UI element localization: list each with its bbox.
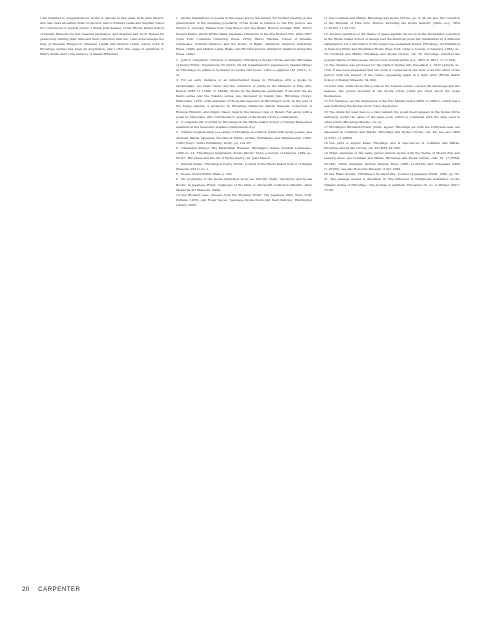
acknowledgments-paragraph: I am indebted to suggestions for works to discuss in this essay from Julia Meech, who also read an earlier draft of the text, and to Edward Lamb and Stephen Cabot for corrections of several points. I thank Joan Kenney of the Rhode Island School of Design Museum for her cheerful assistance, and Stephen and Scott Hessel for generously sharing their time and their collection with me. I also acknowledge the help of Suzanne Ringwood, Shannon Liptak and Andrew Lamb, whose work in Hiroshige studies has been an inspiration, and I offer this essay in gratitude to Henry Smith and to the memory of Sasaki Mitsuhiro.	[40, 16, 164, 57]
running-head: CARPENTER	[38, 587, 81, 593]
endnote-number: 2	[176, 57, 178, 62]
endnote-18	[324, 141, 460, 151]
endnote-number: 19	[324, 151, 328, 156]
endnote-text: The print is signed Kamo Hiroshige and is reproduced in Coldman and Marks, Hiroshige and Kyoka Circles, cat. 63 (MFA 34.189).	[324, 140, 460, 151]
endnote-number: 17	[324, 125, 328, 130]
column-1	[40, 16, 164, 58]
endnote-15	[324, 99, 460, 109]
endnote-number: 7	[176, 161, 178, 166]
endnote-number: 1	[176, 16, 178, 20]
endnote-text: Nakamura Kimpei 'The Katsushika Hokusai, Hiroshige's Series Oriental Landscape, 1996' no. 14. 'Hiroshige's Inspiration: Poetic Parody' Ukiyo-e Society of America, 1999, pp. 83–97; 'Hiroshige and the Art of Kyoka Poetry,' ed. Julia Meech.	[176, 146, 312, 161]
endnote-text: For instance, see the impression of the Edo Meisho series (MFA 11.28051), which has a seal indicating the Kyoka Circle 'Tokyo Kyokuren'.	[324, 99, 460, 109]
endnote-2	[176, 58, 312, 79]
endnote-text: All the translations of poems in this essay are by the author. For further reading on the phenomenon of the enduring popularity of the kyoka in relation to the Edo period, see Cheryl A. Crowley, Haikai Poet Yosa Buson and the Basho Revival (Leiden: Brill, 2007); Donald Keene, World Within Walls: Japanese Literature of the Pre-Modern Era, 1600–1867 (New York: Columbia University Press, 1976); Haruo Shirane, Traces of Dreams: Landscape, Cultural Memory, and the Poetry of Basho (Stanford: Stanford University Press, 1998); and Makoto Ueda, Basho and His Interpreters (Stanford: Stanford University Press, 1992).	[176, 16, 312, 57]
endnote-text: Kikuchi Sadao, 'Hiroshige's Poetry Prints,' Journal of the Rhode Island School of Design Museum (2011), no. 1.	[176, 161, 312, 171]
endnote-4	[176, 120, 312, 130]
endnote-number: 4	[176, 120, 178, 125]
endnote-text: Other examples of the same period include kyoka with the theme of Mount Fuji and evening snow; see Coldman and Marks, Hiroshige and Kyoka Circles, cats. 16, 17 (RISD, 34.198). Other examples include Sumida River (MFA 11.20183) and Tonegawa (MFA 11.20186); see also Honolulu Museum of Art, 1999.	[324, 151, 460, 171]
endnote-5	[176, 130, 312, 146]
endnote-text: The character used here is a rare variant; the poem itself appears in the Kyoka Circle anthology under the name of the same poet, which is consistent with the style used in other prints (Hiroshige Meisho, vol. 4).	[324, 109, 460, 125]
endnote-7	[176, 162, 312, 172]
endnote-14	[324, 84, 460, 100]
endnote-12	[324, 32, 460, 63]
endnote-number: 3	[176, 78, 178, 83]
endnote-13	[324, 63, 460, 84]
endnote-text: See Reiko Suzuki, 'Hiroshige's Kyoka Prints,' Journal of Japanese Prints, 1998, pp. 30–31. The passage quoted is discussed in 'The Influence of Traditional Aesthetics on the Tokaido Series of Hiroshige,' The Journal of Aesthetic Education 25, no. 4 (Winter 1991): 75–90.	[324, 172, 460, 192]
endnote-number: 16	[324, 109, 328, 114]
endnote-number: 10	[176, 192, 180, 197]
endnote-text: The drawing was produced for the Carbon Spring Ark, December 1, 1832 (Adachi, no. 150). It has been suggested that the work is composed in the style of an Edo artist of the period, with the subject of the cuckoo appearing again in a later print (Rhode Island School of Design Museum, 34.190).	[324, 62, 460, 83]
endnote-16	[324, 110, 460, 126]
endnote-number: 9	[176, 177, 178, 182]
endnote-6	[176, 146, 312, 162]
endnote-17	[324, 125, 460, 141]
endnote-text: John T. Carpenter, 'Textures of Antiquity: Hiroshige's Kyoka Circles and the Patronage of Poetry Prints,' Impressions 33 (2012): 42–63; translated into Japanese by Tanaka Shingo as 'Hiroshige no jukkai to kyokaren no kyoka zuri mono,' Ukiyo-e geijutsu 161 (2011): 5–21.	[176, 57, 312, 78]
endnote-10	[176, 193, 312, 209]
endnote-text: A complete list of prints by Hiroshige in the Rhode Island School of Design Museum is available at the museum's website (risdmuseum.org).	[176, 120, 312, 130]
endnote-number: 14	[324, 83, 328, 88]
endnote-text: See Richard Lane, Images from the Floating World: The Japanese Print (New York: Putnam, 1978); and Roger Keyes, 'Japanese Kyoka Poets and their Patrons,' Huntington Library, 2006.	[176, 192, 312, 208]
endnote-number: 12	[324, 31, 328, 36]
endnote-text: Keene, World Within Walls, p. 560.	[181, 172, 233, 177]
endnote-20	[324, 172, 460, 193]
column-3	[324, 16, 460, 193]
endnote-text: Another rendition of the theme of geese against the moon in the Rockefeller collection at the Rhode Island School of Design had the identical poem but transmitted by a different calligrapher; for a discussion of the subject see Sebastian Izzard, Hiroshige: An Exhibition of Selected Prints and Illustrated Books (New York: Ukiyo-e Society of America, 1983), no. 35; Coldman and Marks, Hiroshige and Kyoka Circles, cat. 26. Hiroshige revisited the popular theme of three geese and moon in several prints (e.g., MFA 21.9871, 11.17104).	[324, 31, 460, 62]
endnote-number: 6	[176, 146, 178, 151]
endnote-9	[176, 177, 312, 193]
endnote-number: 20	[324, 172, 328, 177]
endnote-number: 8	[176, 172, 178, 177]
endnote-text: On evolutions of the kyoka illustrated book see Timothy Clark, 'Surimono and Kyoka Books,' in Japanese Prints: Catalogue of the Mary A. Ainsworth Collection (Oberlin: Allen Memorial Art Museum, 1984).	[176, 177, 312, 192]
endnote-3	[176, 78, 312, 120]
endnote-text: Tokaido Gojusan-tsugi is a series of Hiroshige woodblock prints with kyoka poems. See Andreas Marks, Japanese Woodblock Prints: Artists, Publishers and Masterworks, 1680–1900 (Tokyo: Tuttle Publishing, 2010), pp. 122–25.	[176, 130, 312, 145]
endnote-number: 11	[324, 16, 328, 20]
endnote-text: Note that, while the kyoka poems in the Tokaido series concern the landscape and the seasons, the poems included in the Kyoka Circle prints are often about the poets themselves.	[324, 83, 460, 99]
endnote-text: Hiroshige's Bird-and-Flower prints, signed 'Hiroshige ga' with the Ichiryusai seal, are discussed in Coldman and Marks, Hiroshige and Kyoka Circles, cat. 49; see also MFA 21.6701, 11.28060.	[324, 125, 460, 140]
page-footer	[22, 587, 81, 593]
column-2	[176, 16, 312, 209]
endnote-19	[324, 151, 460, 172]
endnote-number: 13	[324, 62, 328, 67]
endnote-1	[176, 16, 312, 58]
endnote-text: See Coldman and Marks, Hiroshige and Kyoka Circles, pp. 4, 34–36; also the collection of the Museum of Fine Arts, Boston, including the kyoka tapestry prints (e.g., MFA 11.20165, 11.20175).	[324, 16, 460, 31]
endnote-text: For an early instance of an immortalized image by Hiroshige with a kyoka by Shokusanjin, see Henri Vever and the collection of prints in the Museum of Fine Arts, Boston (MFA 11.17498, 11.18049). Works by the Meikyoku gentleman, from both the Ise Kaido series and the Tokaido series, are discussed in Suzuki Juzo, Hiroshige (Tokyo: Heibonsha, 1970), with examples of the kyoka sequence in Hiroshige's work. In the year of the Tempo famine, a surimono by Hiroshige (Shimoda: Kanda Museum; Collection of Hokuga Hidehiro and Kinjiro Yasui) depicts the famous view of Mount Fuji along with a poem by Shiyuyabe, who contributed to several of the Kyoka Circle's celebrations.	[176, 78, 312, 119]
endnote-number: 15	[324, 99, 328, 104]
page-number: 20	[22, 587, 30, 593]
endnote-number: 18	[324, 140, 328, 145]
endnote-number: 5	[176, 130, 178, 135]
endnote-11	[324, 16, 460, 32]
